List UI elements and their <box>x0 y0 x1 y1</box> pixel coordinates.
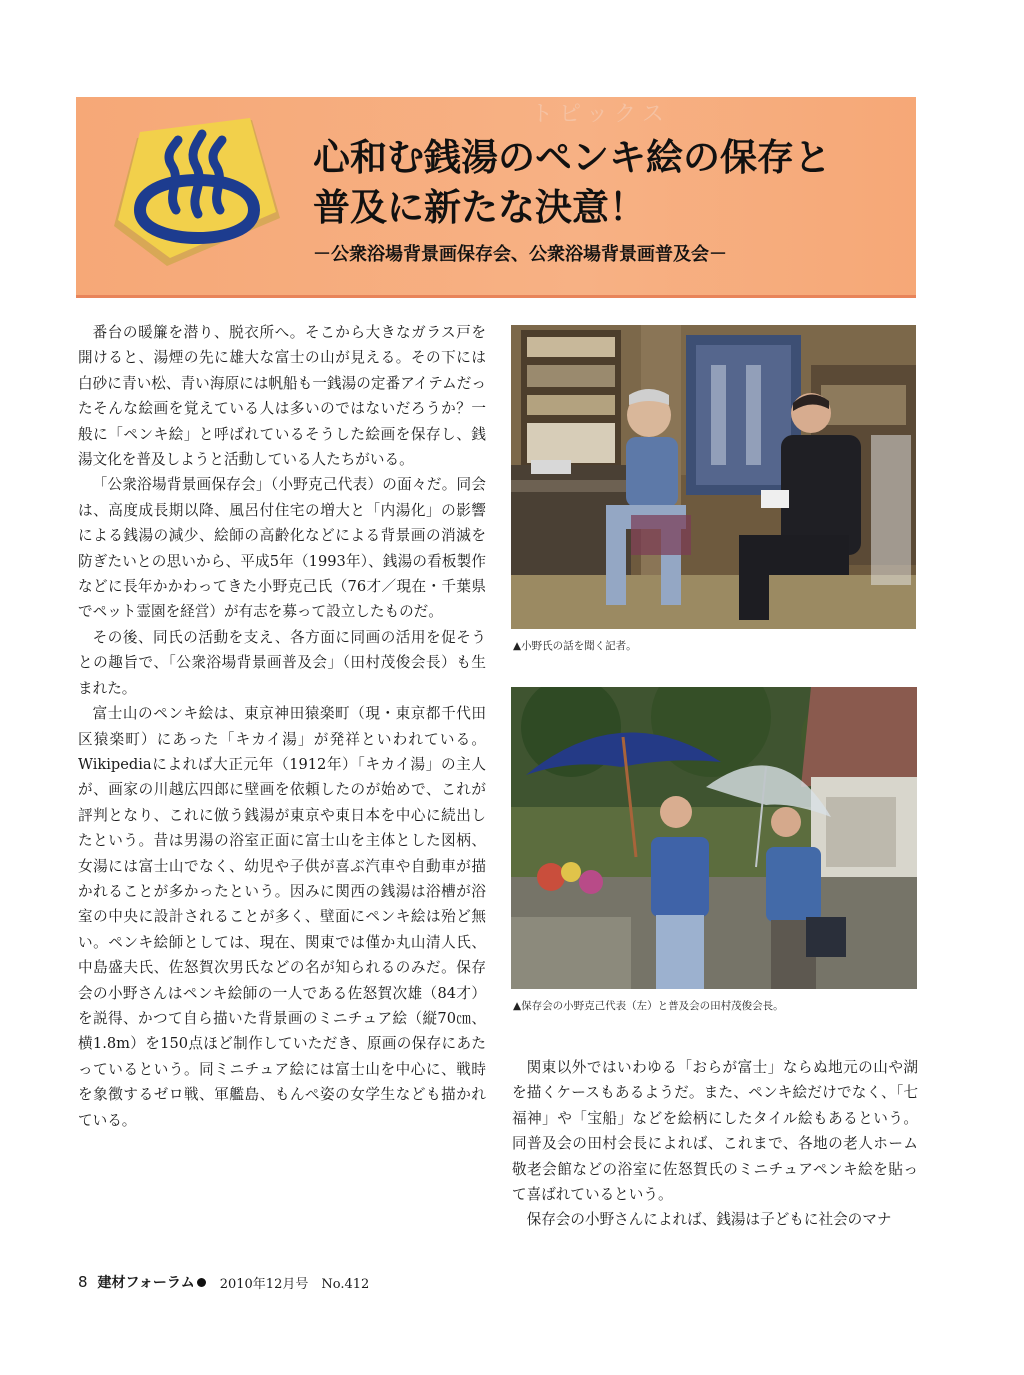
article-subtitle: －公衆浴場背景画保存会、公衆浴場背景画普及会－ <box>313 244 727 265</box>
photo2-caption: ▲保存会の小野克己代表（左）と普及会の田村茂俊会長。 <box>513 1000 784 1012</box>
interview-photo <box>511 325 916 629</box>
bullet-icon <box>197 1278 206 1287</box>
article-title <box>313 133 831 233</box>
paragraph: 「公衆浴場背景画保存会」（小野克己代表）の面々だ。同会は、高度成長期以降、風呂付住宅の増大と「内湯化」の影響による銭湯の減少、絵師の高齢化などによる背景画の消滅を防ぎたいとの思いから、平成5年（1993年）、銭湯の看板製作などに長年かかわってきた小野克己氏（76才／現在・千葉県でペット霊園を経営）が有志を募って設立したものだ。 <box>78 476 486 621</box>
title-line-1: 心和む銭湯のペンキ絵の保存と <box>313 136 831 179</box>
header-faint-text: トピックス <box>531 102 670 127</box>
umbrella-photo <box>511 687 917 989</box>
photo1-caption: ▲小野氏の話を聞く記者。 <box>513 640 637 652</box>
paragraph: 関東以外ではいわゆる「おらが富士」ならぬ地元の山や湖を描くケースもあるようだ。また、ペンキ絵だけでなく、「七福神」や「宝船」などを絵柄にしたタイル絵もあるという。同普及会の田村会長によれば、これまで、各地の老人ホーム敬老会館などの浴室に佐怒賀氏のミニチュアペンキ絵を貼って喜ばれているという。 <box>512 1059 918 1204</box>
left-column <box>78 320 486 1133</box>
issue-info: 2010年12月号 No.412 <box>219 1276 370 1292</box>
paragraph: 番台の暖簾を潜り、脱衣所へ。そこから大きなガラス戸を開けると、湯煙の先に雄大な富士の山が見える。その下には白砂に青い松、青い海原には帆船も一銭湯の定番アイテムだったそんな絵画を覚えている人は多いのではないだろうか？一般に「ペンキ絵」と呼ばれているそうした絵画を保存し、銭湯文化を普及しようと活動している人たちがいる。 <box>78 324 486 469</box>
title-line-2: 普及に新たな決意！ <box>313 186 646 229</box>
page-footer <box>78 1272 369 1292</box>
paragraph: 富士山のペンキ絵は、東京神田猿楽町（現・東京都千代田区猿楽町）にあった「キカイ湯」が発祥といわれている。Wikipediaによれば大正元年（1912年）「キカイ湯」の主人が、画家の川越広四郎に壁画を依頼したのが始めで、これが評判となり、これに倣う銭湯が東京や東日本を中心に続出したという。昔は男湯の浴室正面に富士山を主体とした図柄、女湯には富士山でなく、幼児や子供が喜ぶ汽車や自動車が描かれることが多かったという。因みに関西の銭湯は浴槽が浴室の中央に設計されることが多く、壁面にペンキ絵は殆ど無い。ペンキ絵師としては、現在、関東では僅か丸山清人氏、中島盛夫氏、佐怒賀次男氏などの名が知られるのみだ。保存会の小野さんはペンキ絵師の一人である佐怒賀次雄（84才）を説得、かつて自ら描いた背景画のミニチュア絵（縦70㎝、横1.8m）を150点ほど制作していただき、原画の保存にあたっているという。同ミニチュア絵には富士山を中心に、戦時を象徴するゼロ戦、軍艦島、もんぺ姿の女学生なども描かれている。 <box>78 705 486 1129</box>
page-number: 8 <box>78 1273 88 1291</box>
magazine-name: 建材フォーラム <box>97 1275 195 1291</box>
right-column <box>512 1055 918 1233</box>
paragraph: 保存会の小野さんによれば、銭湯は子どもに社会のマナ <box>526 1211 892 1229</box>
hot-spring-icon <box>112 118 282 268</box>
paragraph: その後、同氏の活動を支え、各方面に同画の活用を促そうとの趣旨で、「公衆浴場背景画普及会」（田村茂俊会長）も生まれた。 <box>78 628 486 697</box>
